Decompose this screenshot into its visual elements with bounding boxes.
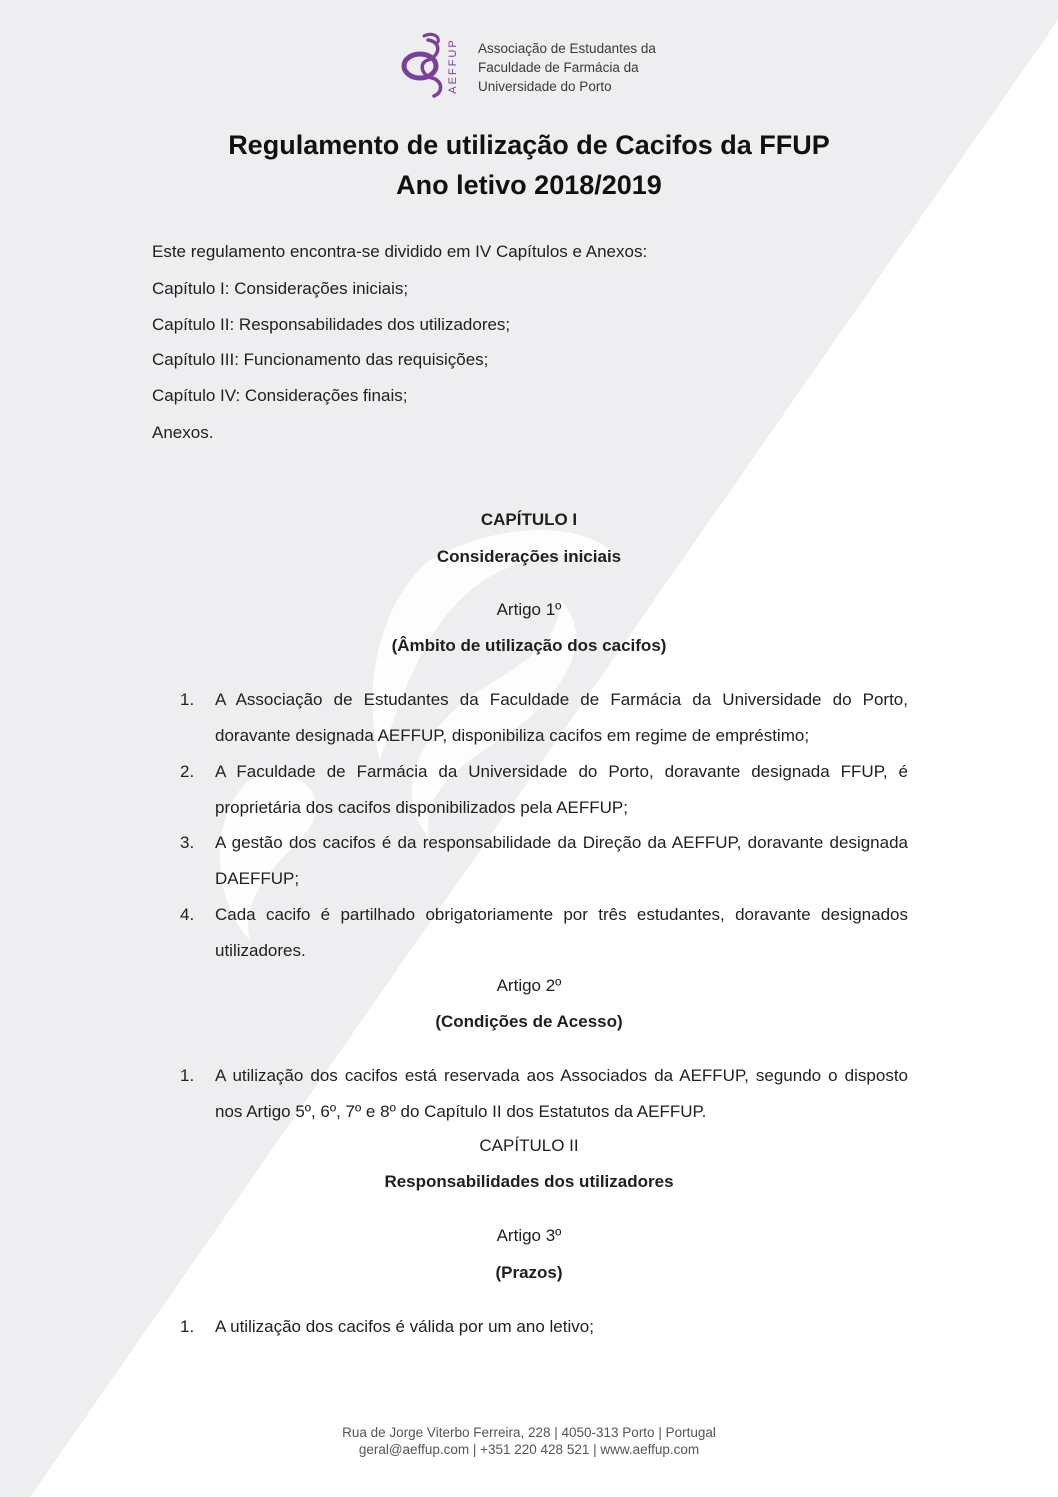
aeffup-logo — [398, 30, 698, 102]
chapter-subtitle: Responsabilidades dos utilizadores — [384, 1172, 674, 1191]
list-item — [180, 1309, 908, 1345]
chapter-subtitle: Considerações iniciais — [436, 547, 622, 566]
list-item-number: 3. — [180, 833, 195, 852]
aeffup-logo-mark — [398, 30, 470, 102]
list-item-text: Cada cacifo é partilhado obrigatoriamente por três estudantes, doravante designados utilizadores. — [215, 905, 908, 960]
footer-address: Rua de Jorge Viterbo Ferreira, 228 | 4050-313 Porto | Portugal — [342, 1425, 716, 1440]
article-label: Artigo 3º — [496, 1226, 562, 1245]
list-item-text: A Associação de Estudantes da Faculdade de Farmácia da Universidade do Porto, doravante designada AEFFUP, disponibiliza cacifos em regime de empréstimo; — [215, 690, 908, 745]
org-line: Faculdade de Farmácia da — [478, 60, 639, 75]
list-item — [180, 1058, 908, 1130]
document-title: Regulamento de utilização de Cacifos da FFUP — [228, 130, 830, 160]
chapter-heading: CAPÍTULO II — [479, 1136, 579, 1155]
intro-line: Este regulamento encontra-se dividido em IV Capítulos e Anexos: — [152, 242, 648, 261]
list-item-number: 1. — [180, 690, 195, 709]
list-item-text: A Faculdade de Farmácia da Universidade do Porto, doravante designada FFUP, é proprietária dos cacifos disponibilizados pela AEFFUP; — [215, 762, 908, 817]
article-label: Artigo 1º — [496, 600, 562, 619]
organization-name — [478, 39, 656, 96]
footer-contacts: geral@aeffup.com | +351 220 428 521 | www.aeffup.com — [358, 1442, 700, 1457]
list-item-number: 1. — [180, 1066, 195, 1085]
intro-line: Capítulo IV: Considerações finais; — [152, 386, 408, 405]
intro-line: Capítulo I: Considerações iniciais; — [152, 279, 409, 298]
list-item-number: 4. — [180, 905, 195, 924]
logo-vertical-text: AEFFUP — [447, 38, 459, 94]
list-item — [180, 825, 908, 897]
document-subtitle: Ano letivo 2018/2019 — [396, 170, 662, 200]
org-line: Universidade do Porto — [478, 79, 612, 94]
list-item — [180, 754, 908, 826]
article-title: (Condições de Acesso) — [435, 1012, 623, 1031]
list-item-text: A utilização dos cacifos está reservada aos Associados da AEFFUP, segundo o disposto nos Artigo 5º, 6º, 7º e 8º do Capítulo II dos Estatutos da AEFFUP. — [215, 1066, 908, 1121]
article-title: (Prazos) — [495, 1263, 563, 1282]
list-item — [180, 897, 908, 969]
list-item-number: 1. — [180, 1317, 195, 1336]
article-title: (Âmbito de utilização dos cacifos) — [391, 636, 667, 655]
article-label: Artigo 2º — [496, 976, 562, 995]
list-item-number: 2. — [180, 762, 195, 781]
intro-line: Capítulo II: Responsabilidades dos utilizadores; — [152, 315, 511, 334]
intro-line: Anexos. — [152, 423, 214, 442]
list-item-text: A gestão dos cacifos é da responsabilidade da Direção da AEFFUP, doravante designada DAEFFUP; — [215, 833, 908, 888]
intro-line: Capítulo III: Funcionamento das requisições; — [152, 350, 489, 369]
list-item — [180, 682, 908, 754]
list-item-text: A utilização dos cacifos é válida por um ano letivo; — [215, 1317, 594, 1336]
chapter-heading: CAPÍTULO I — [480, 510, 578, 529]
org-line: Associação de Estudantes da — [478, 41, 656, 56]
